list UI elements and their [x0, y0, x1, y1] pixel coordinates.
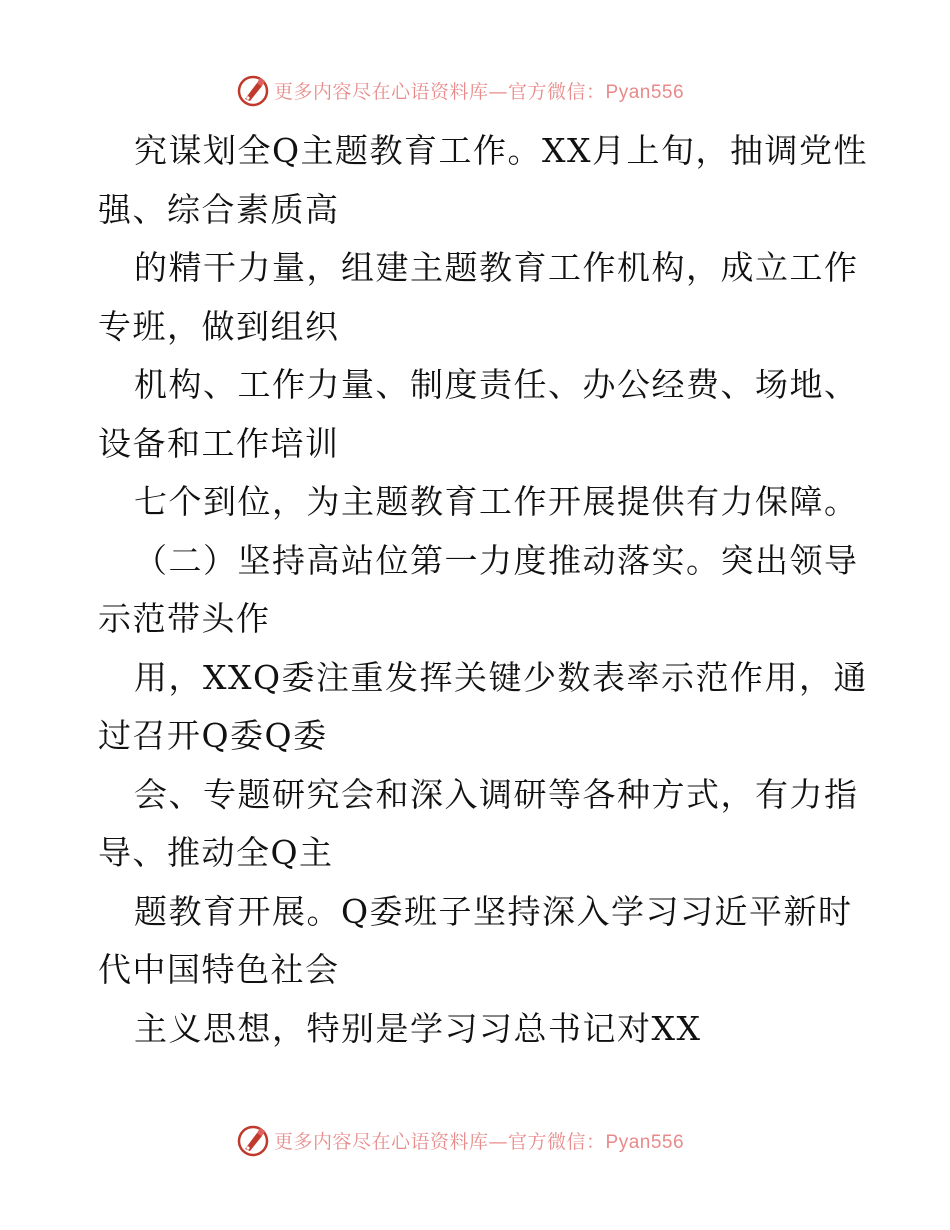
- text-line: 题教育开展。Q委班子坚持深入学习习近平新时: [134, 891, 853, 931]
- footer-watermark: [236, 1122, 684, 1158]
- watermark-text: 更多内容尽在心语资料库—官方微信：Pyan556: [274, 1130, 685, 1153]
- text-line: 的精干力量，组建主题教育工作机构，成立工作: [134, 248, 859, 287]
- text-line: 强、综合素质高: [98, 189, 340, 229]
- pen-logo-icon: [236, 73, 270, 107]
- text-line: 过召开Q委Q委: [98, 716, 328, 755]
- watermark-text: 更多内容尽在心语资料库—官方微信：Pyan556: [274, 80, 685, 103]
- text-line: 用，XXQ委注重发挥关键少数表率示范作用，通: [134, 657, 869, 697]
- header-watermark: [236, 72, 684, 108]
- text-line: （二）坚持高站位第一力度推动落实。突出领导: [134, 540, 859, 580]
- text-line: 机构、工作力量、制度责任、办公经费、场地、: [134, 365, 859, 404]
- text-line: 主义思想，特别是学习习总书记对XX: [134, 1008, 702, 1048]
- text-line: 究谋划全Q主题教育工作。XX月上旬，抽调党性: [134, 131, 869, 170]
- text-line: 会、专题研究会和深入调研等各种方式，有力指: [134, 774, 859, 814]
- body-text: [98, 122, 878, 1058]
- text-line: 导、推动全Q主: [98, 833, 334, 872]
- text-line: 设备和工作培训: [98, 423, 340, 463]
- text-line: 代中国特色社会: [98, 950, 340, 989]
- text-line: 示范带头作: [98, 599, 271, 638]
- pen-logo-icon: [236, 1123, 270, 1157]
- text-line: 七个到位，为主题教育工作开展提供有力保障。: [134, 482, 859, 521]
- text-line: 专班，做到组织: [98, 306, 340, 346]
